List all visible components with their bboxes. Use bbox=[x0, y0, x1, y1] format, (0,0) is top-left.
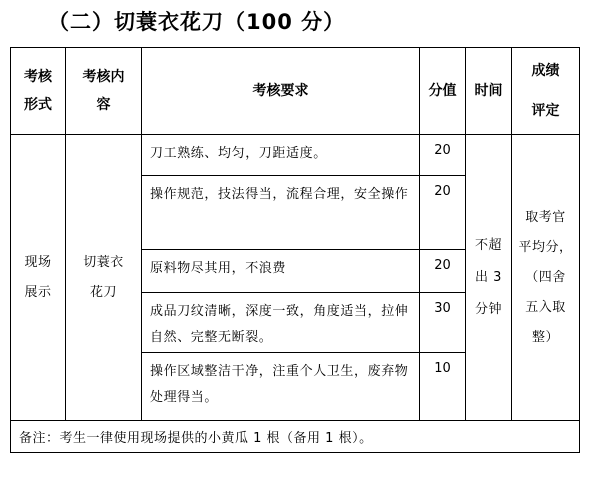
header-row bbox=[11, 48, 580, 135]
requirement-cell: 原料物尽其用，不浪费 bbox=[142, 250, 420, 293]
header-content bbox=[66, 48, 142, 135]
score-cell: 30 bbox=[420, 293, 466, 353]
header-content-line1: 考核内 bbox=[82, 69, 125, 85]
requirement-cell: 操作规范，技法得当，流程合理，安全操作 bbox=[142, 176, 420, 250]
requirement-cell: 成品刀纹清晰，深度一致，角度适当，拉伸自然、完整无断裂。 bbox=[142, 293, 420, 353]
section-title: （二）切蓑衣花刀（100 分） bbox=[48, 10, 346, 34]
note-row bbox=[11, 421, 580, 453]
header-content-line2: 容 bbox=[96, 97, 111, 113]
header-time: 时间 bbox=[466, 48, 512, 135]
content-cell bbox=[66, 135, 142, 421]
form-line2: 展示 bbox=[24, 284, 52, 300]
grade-line3: （四舍 bbox=[525, 269, 566, 285]
score-cell: 20 bbox=[420, 135, 466, 176]
grade-line4: 五入取 bbox=[525, 299, 566, 315]
header-requirements: 考核要求 bbox=[142, 48, 420, 135]
header-form-line1: 考核 bbox=[24, 69, 52, 85]
time-line3: 分钟 bbox=[474, 301, 502, 317]
header-grade bbox=[512, 48, 580, 135]
form-cell bbox=[11, 135, 66, 421]
note-cell: 备注：考生一律使用现场提供的小黄瓜 1 根（备用 1 根）。 bbox=[11, 421, 580, 453]
form-line1: 现场 bbox=[24, 254, 52, 270]
header-grade-line1: 成绩 bbox=[531, 63, 560, 79]
grade-line5: 整） bbox=[531, 329, 559, 345]
time-line2: 出 3 bbox=[475, 269, 502, 285]
requirement-cell: 操作区域整洁干净，注重个人卫生，废弃物处理得当。 bbox=[142, 353, 420, 421]
grade-line2: 平均分， bbox=[518, 239, 573, 255]
score-cell: 20 bbox=[420, 250, 466, 293]
grade-line1: 取考官 bbox=[525, 209, 566, 225]
header-form-line2: 形式 bbox=[24, 97, 52, 113]
requirement-cell: 刀工熟练、均匀，刀距适度。 bbox=[142, 135, 420, 176]
content-line1: 切蓑衣 bbox=[83, 254, 124, 270]
score-cell: 10 bbox=[420, 353, 466, 421]
header-grade-line2: 评定 bbox=[531, 103, 560, 119]
assessment-table bbox=[10, 47, 580, 453]
table-row bbox=[11, 135, 580, 176]
content-line2: 花刀 bbox=[89, 284, 117, 300]
header-form bbox=[11, 48, 66, 135]
time-cell bbox=[466, 135, 512, 421]
score-cell: 20 bbox=[420, 176, 466, 250]
time-line1: 不超 bbox=[474, 237, 502, 253]
grade-cell bbox=[512, 135, 580, 421]
header-score: 分值 bbox=[420, 48, 466, 135]
